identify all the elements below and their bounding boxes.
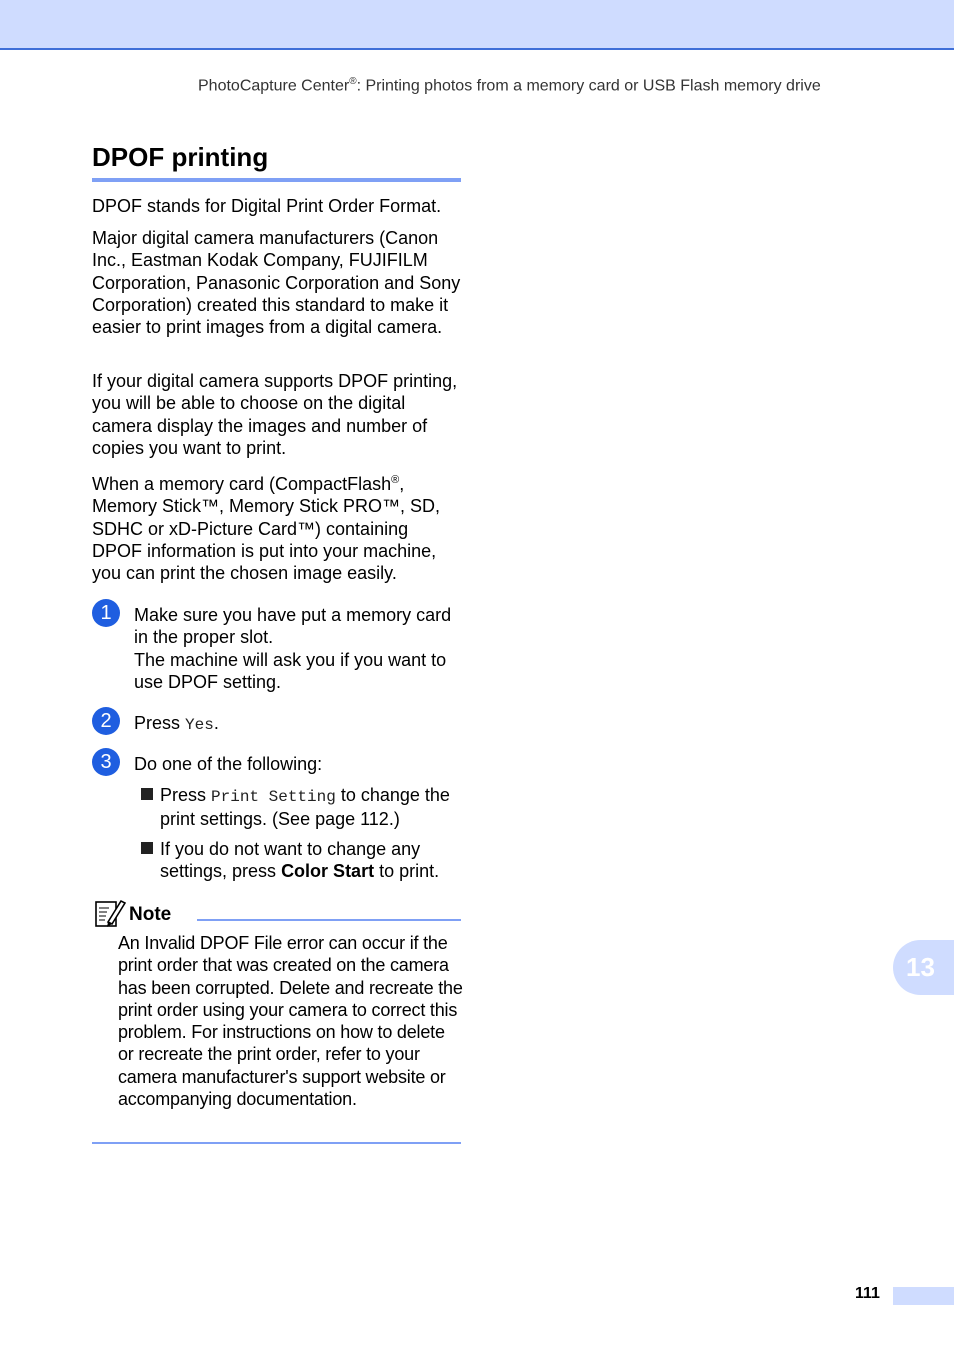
step-3-text: Do one of the following:	[134, 754, 323, 774]
step-number-2: 2	[92, 707, 120, 735]
paragraph-manufacturers: Major digital camera manufacturers (Canon Inc., Eastman Kodak Company, FUJIFILM Corporation, Panasonic Corporation and Sony Corporation) created this standard to make it easier to print images from a digital camera.	[92, 228, 461, 338]
step-2-text: Press Yes.	[134, 713, 219, 734]
paragraph-definition: DPOF stands for Digital Print Order Format.	[92, 196, 442, 216]
note-top-rule	[197, 919, 461, 921]
chapter-tab: 13	[893, 940, 954, 995]
bullet-square-icon	[141, 788, 153, 800]
paragraph-support: If your digital camera supports DPOF printing, you will be able to choose on the digital camera display the images and number of copies you want to print.	[92, 371, 458, 458]
bullet-color-start: If you do not want to change any settings, press Color Start to print.	[160, 839, 440, 882]
title-underline	[92, 178, 461, 182]
section-title: DPOF printing	[92, 142, 269, 172]
step-number-1: 1	[92, 599, 120, 627]
lcd-option-yes: Yes	[185, 716, 214, 734]
page-number-bar	[893, 1287, 954, 1305]
step-1-text: Make sure you have put a memory card in the proper slot. The machine will ask you if you want to use DPOF setting.	[134, 605, 452, 692]
page-number: 111	[855, 1285, 880, 1302]
note-pencil-icon	[94, 898, 126, 928]
note-bottom-rule	[92, 1142, 461, 1144]
note-title: Note	[129, 904, 172, 925]
lcd-option-print-setting: Print Setting	[211, 788, 336, 806]
color-start-key: Color Start	[281, 861, 375, 882]
bullet-print-setting: Press Print Setting to change the print settings. (See page 112.)	[160, 785, 450, 830]
paragraph-memory-card: When a memory card (CompactFlash®, Memory Stick™, Memory Stick PRO™, SD, SDHC or xD-Picture Card™) containing DPOF information is put into your machine, you can print the chosen image easily.	[92, 474, 441, 584]
running-header: PhotoCapture Center®: Printing photos from a memory card or USB Flash memory drive	[198, 76, 821, 95]
bullet-square-icon	[141, 842, 153, 854]
note-body: An Invalid DPOF File error can occur if the print order that was created on the camera has been corrupted. Delete and recreate the print order using your camera to correct this problem. For instructions on how to delete or recreate the print order, refer to your camera manufacturer's support website or accompanying documentation.	[118, 933, 463, 1110]
step-number-3: 3	[92, 748, 120, 776]
top-header-band	[0, 0, 954, 50]
